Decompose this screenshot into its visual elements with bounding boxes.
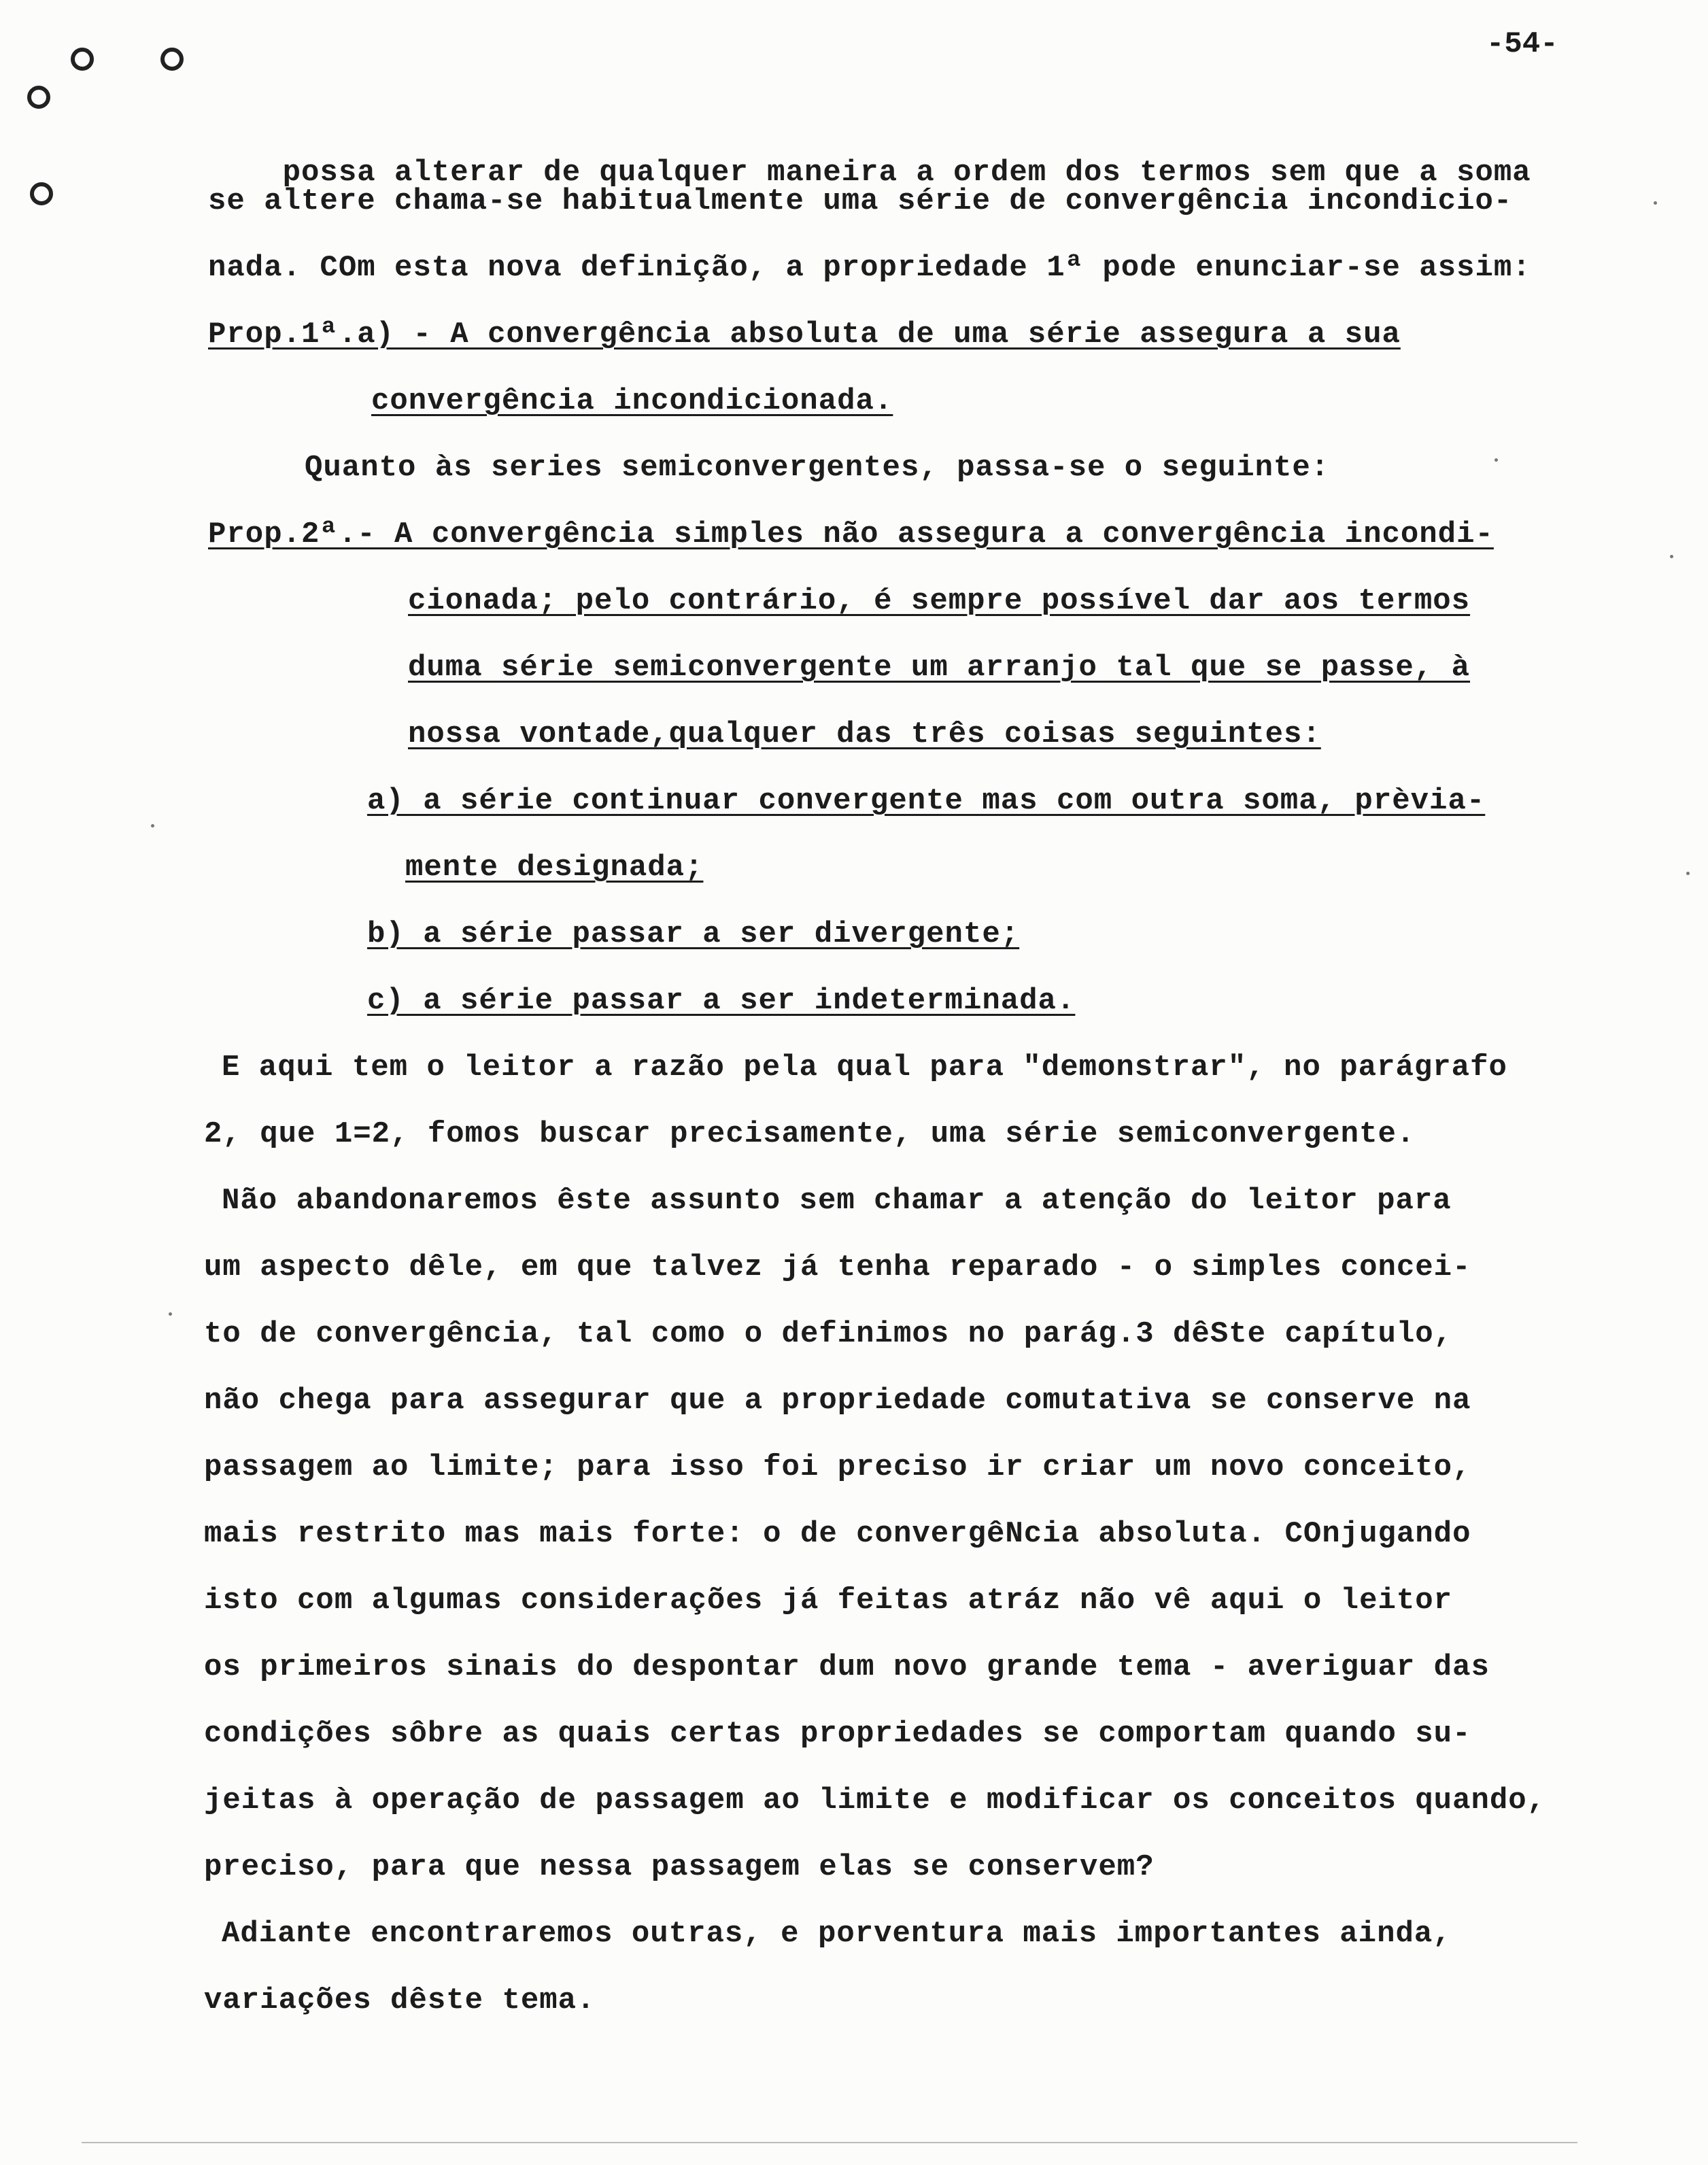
speck-mark bbox=[1494, 458, 1498, 462]
punch-hole-icon bbox=[27, 86, 50, 109]
text-line: se altere chama-se habitualmente uma série de convergência incondicio- bbox=[208, 184, 1513, 218]
text-line: nossa vontade,qualquer das três coisas seguintes: bbox=[408, 717, 1321, 751]
page-number: -54- bbox=[1486, 27, 1558, 61]
text-line: mente designada; bbox=[405, 851, 704, 885]
proposition-2a: Prop.2ª.- A convergência simples não assegura a convergência incondi- bbox=[208, 517, 1494, 551]
speck-mark bbox=[1686, 872, 1690, 875]
text-line: mais restrito mas mais forte: o de convergêNcia absoluta. COnjugando bbox=[204, 1517, 1471, 1551]
list-item-b: b) a série passar a ser divergente; bbox=[367, 917, 1020, 951]
text-line: 2, que 1=2, fomos buscar precisamente, uma série semiconvergente. bbox=[204, 1117, 1416, 1151]
text-line: os primeiros sinais do despontar dum novo grande tema - averiguar das bbox=[204, 1650, 1490, 1684]
punch-hole-icon bbox=[160, 48, 184, 71]
proposition-1a: Prop.1ª.a) - A convergência absoluta de uma série assegura a sua bbox=[208, 318, 1401, 352]
text-line: duma série semiconvergente um arranjo tal que se passe, à bbox=[408, 651, 1471, 685]
text-line: isto com algumas considerações já feitas atráz não vê aqui o leitor bbox=[204, 1584, 1453, 1618]
text-line: um aspecto dêle, em que talvez já tenha reparado - o simples concei- bbox=[204, 1250, 1471, 1284]
text-line: não chega para assegurar que a propriedade comutativa se conserve na bbox=[204, 1384, 1471, 1418]
bottom-rule bbox=[82, 2142, 1577, 2143]
text-line: E aqui tem o leitor a razão pela qual para "demonstrar", no parágrafo bbox=[222, 1051, 1507, 1085]
text-line: passagem ao limite; para isso foi preciso ir criar um novo conceito, bbox=[204, 1450, 1471, 1484]
punch-hole-icon bbox=[71, 48, 94, 71]
text-line: convergência incondicionada. bbox=[371, 384, 893, 418]
text-line: variações dêste tema. bbox=[204, 1983, 596, 2017]
text-line: Não abandonaremos êste assunto sem chamar a atenção do leitor para bbox=[222, 1184, 1452, 1218]
text-line: jeitas à operação de passagem ao limite e modificar os conceitos quando, bbox=[204, 1784, 1546, 1818]
speck-mark bbox=[151, 824, 154, 828]
speck-mark bbox=[1670, 555, 1673, 558]
text-line: preciso, para que nessa passagem elas se conservem? bbox=[204, 1850, 1155, 1884]
line-part: possa alterar de qualquer maneira a ordem dos termos sem que a soma bbox=[282, 156, 1531, 190]
list-item-c: c) a série passar a ser indeterminada. bbox=[367, 984, 1076, 1018]
speck-mark bbox=[1654, 201, 1657, 205]
text-line: Adiante encontraremos outras, e porventura mais importantes ainda, bbox=[222, 1917, 1452, 1951]
text-line: condições sôbre as quais certas propriedades se comportam quando su- bbox=[204, 1717, 1471, 1751]
text-line: cionada; pelo contrário, é sempre possível dar aos termos bbox=[408, 584, 1471, 618]
text-line: to de convergência, tal como o definimos no parág.3 dêSte capítulo, bbox=[204, 1317, 1453, 1351]
list-item-a: a) a série continuar convergente mas com outra soma, prèvia- bbox=[367, 784, 1486, 818]
text-line: nada. COm esta nova definição, a propriedade 1ª pode enunciar-se assim: bbox=[208, 251, 1531, 285]
punch-hole-icon bbox=[30, 182, 53, 205]
text-line: Quanto às series semiconvergentes, passa-se o seguinte: bbox=[305, 451, 1330, 485]
speck-mark bbox=[169, 1312, 172, 1316]
